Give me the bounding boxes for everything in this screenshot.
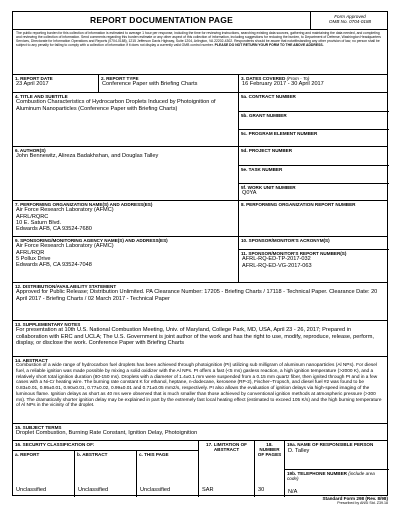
field-3: 3. DATES COVERED (From - To) 16 February 2017 - 30 April 2017 [239,75,389,92]
sponsor-org-line: AFRL/RQR [16,249,45,256]
field-7: 7. PERFORMING ORGANIZATION NAME(S) AND ADDRESS(ES) Air Force Research Laboratory (AFMC) AFRL/RQRC 10 E. Saturn Blvd. Edwards AFB, CA 93524-7680 [13,201,239,236]
row-sponsoring-agency [13,237,387,283]
field-18: 18. NUMBER OF PAGES 30 [255,441,285,497]
form-title: REPORT DOCUMENTATION PAGE [90,15,233,25]
page-count-value: 30 [258,487,265,493]
field-16: 16. SECURITY CLASSIFICATION OF: a. REPORT Unclassified b. ABSTRACT Unclassified c. THIS PAGE Unclassified [13,441,199,497]
field-5b: 5b. GRANT NUMBER [241,113,287,118]
field-1: 1. REPORT DATE 23 April 2017 [13,75,99,92]
field-14: 14. ABSTRACT Combustion of a wide range of hydrocarbon fuel droplets has been achieved through photoignition (PI) utilizing sub milligram of aluminum nanoparticles (Al NPs). For diesel fuel, a reliable ignition was made possible by mixing a solid oxidizer with the Al NPs. PI offers a fast (<5 ms) gasless reaction, a high ignition temperature (>2000 K), and a relatively short total ignition duration (80-150 ms). Droplets with a diameter of 1.4±0.1 mm were suspended from a 0.15 mm quartz fiber, then ignited through PI and in a few cases with a Ni-Cr heating wire. The burning rate constant K for ethanol, heptane, n-dodecane, kerosene (RP-2), Fischer–Tropsch, and diesel fuel #2 was found to be 0.83±0.01, 0.95±0.01, 0.90±0.01, 0.77±0.02, 0.99±0.01 and 0.71±0.05 mm2/s, respectively. PI also allows the evaluation of ignition delays via high-speed imaging of the luminous flame. Ignition delays as short as 40 ms were observed that is much smaller than those achieved by conventional ignition methods at atmospheric pressure (>300 ms). The dramatically shorter ignition delay may be explained in part by the extremely fast local heating effect (estimated to exceed 105 K/s) and the high burning temperature of Al NPs in the vicinity of the droplet. [13,357,387,424]
row-performing-org [13,201,387,237]
row-title [13,93,387,147]
responsible-person-value: D. Talley [288,448,310,455]
field-5f: 5f. WORK UNIT NUMBER Q0YA [239,184,389,201]
field-9: 9. SPONSORING/MONITORING AGENCY NAME(S) AND ADDRESS(ES) Air Force Research Laboratory (AFMC) AFRL/RQR 5 Pollux Drive Edwards AFB, CA 93524-7048 [13,237,239,282]
dates-covered-value: 16 February 2017 - 30 April 2017 [242,81,324,88]
burden-return-notice: PLEASE DO NOT RETURN YOUR FORM TO THE ABOVE ADDRESS. [214,43,324,47]
burden-text: The public reporting burden for this collection of information is estimated to average 1 hour per response, including the time for reviewing instructions, searching existing data sources, gathering and maintaining the data needed, and completing and reviewing the collection of information. Send comments regarding this burden estimate or any other aspect of this collection of information, including suggestions for reducing the burden, to Department of Defense, Washington Headquarters Services, Directorate for Information Operations and Reports (0704-0188), 1215 Jefferson Davis Highway, Suite 1204, Arlington, VA 22202-4302. Respondents should be aware that notwithstanding any other provision of law, no person shall be subject to any penalty for failing to comply with a collection of information if it does not display a currently valid OMB control number. [16,31,381,47]
supplementary-notes-value: For presentation at 10th U.S. National Combustion Meeting, Univ. of Maryland, College Park, MD, USA, April 23 - 26, 2017; Prepared in collaboration with ERC and UCLA; The U.S. Government is joint author of the work and has the right to use, modify, reproduce, release, perform, display, or disclose the work. Conference Paper with Briefing Charts [16,327,374,347]
title-value: Combustion Characteristics of Hydrocarbon Droplets Induced by Photoignition of Aluminum Nanoparticles (Conference Paper with Briefing Charts) [16,99,216,112]
abstract-classification: Unclassified [78,487,109,493]
row-report-date [13,75,387,93]
field-12: 12. DISTRIBUTION/AVAILABILITY STATEMENT Approved for Public Release; Distribution Unlimited. PA Clearance Number: 17205 - Briefing Charts / 17118 - Technical Paper. Clearance Date: 20 April 2017 - Briefing Charts / 02 March 2017 - Technical Paper [13,283,387,321]
report-classification: Unclassified [16,487,47,493]
abstract-value: Combustion of a wide range of hydrocarbon fuel droplets has been achieved through photoignition (PI) utilizing sub milligram of aluminum nanoparticles (Al NPs). For diesel fuel, a reliable ignition was made possible by mixing a solid oxidizer with the Al NPs. PI offers a fast (<5 ms) gasless reaction, a high ignition temperature (>2000 K), and a relatively short total ignition duration (80-150 ms). Droplets with a diameter of 1.4±0.1 mm were suspended from a 0.15 mm quartz fiber, then ignited through PI and in a few cases with a Ni-Cr heating wire. The burning rate constant K for ethanol, heptane, n-dodecane, kerosene (RP-2), Fischer–Tropsch, and diesel fuel #2 was found to be 0.83±0.01, 0.95±0.01, 0.90±0.01, 0.77±0.02, 0.99±0.01 and 0.71±0.05 mm2/s, respectively. PI also allows the evaluation of ignition delays via high-speed imaging of the luminous flame. Ignition delays as short as 40 ms were observed that is much smaller than those achieved by conventional ignition methods at atmospheric pressure (>300 ms). The dramatically shorter ignition delay may be explained in part by the extremely fast local heating effect (estimated to exceed 105 K/s) and the high burning temperature of Al NPs in the vicinity of the droplet. [16,363,382,409]
field-8: 8. PERFORMING ORGANIZATION REPORT NUMBER [241,202,356,207]
field-2: 2. REPORT TYPE Conference Paper with Briefing Charts [99,75,239,92]
field-4: 4. TITLE AND SUBTITLE Combustion Characteristics of Hydrocarbon Droplets Induced by Photoignition of Aluminum Nanoparticles (Conference Paper with Briefing Charts) [13,93,239,146]
authors-value: John Bennewitz, Alireza Badakhshan, and Douglas Talley [16,153,159,160]
form-footer [322,496,388,505]
field-11: 11. SPONSOR/MONITOR'S REPORT NUMBER(S) AFRL-RQ-ED-TP-2017-032 AFRL-RQ-ED-VG-2017-063 [239,250,389,269]
field-15: 15. SUBJECT TERMS Droplet Combustion, Burning Rate Constant, Ignition Delay, Photoignition [13,424,387,441]
report-type-value: Conference Paper with Briefing Charts [102,81,198,88]
field-19b: 19b. TELEPHONE NUMBER (include area code) N/A [285,470,389,496]
field-17: 17. LIMITATION OF ABSTRACT SAR [199,441,255,497]
field-5e: 5e. TASK NUMBER [241,167,283,172]
form-approved-label: Form Approved [334,14,366,19]
report-date-value: 23 April 2017 [16,81,49,88]
limitation-value: SAR [202,487,214,493]
row-authors [13,147,387,201]
field-5c: 5c. PROGRAM ELEMENT NUMBER [241,131,318,136]
distribution-value: Approved for Public Release; Distribution Unlimited. PA Clearance Number: 17205 - Briefing Charts / 17118 - Technical Paper. Clearance Date: 20 April 2017 - Briefing Charts / 02 March 2017 - Technical Paper [16,289,378,302]
subject-terms-value: Droplet Combustion, Burning Rate Constant, Ignition Delay, Photoignition [16,430,198,437]
burden-statement [13,30,387,75]
row-classification [13,441,387,497]
page-classification: Unclassified [140,487,171,493]
field-10: 10. SPONSOR/MONITOR'S ACRONYM(S) [241,238,330,243]
standard-form-number: Standard Form 298 (Rev. 8/98) [322,496,388,501]
field-19a: 19a. NAME OF RESPONSIBLE PERSON D. Talley [285,441,389,469]
sponsor-org-line: Air Force Research Laboratory (AFMC) [16,243,114,250]
field-5d: 5d. PROJECT NUMBER [241,148,293,153]
performing-org-line: AFRL/RQRC [16,213,49,220]
performing-org-line: 10 E. Saturn Blvd. [16,219,62,226]
report-documentation-form [12,11,388,496]
omb-number: OMB No. 0704-0188 [328,19,372,25]
telephone-value: N/A [288,489,298,496]
field-13: 13. SUPPLEMENTARY NOTES For presentation at 10th U.S. National Combustion Meeting, Univ. of Maryland, College Park, MD, USA, April 23 - 26, 2017; Prepared in collaboration with ERC and UCLA; The U.S. Government is joint author of the work and has the right to use, modify, reproduce, release, perform, display, or disclose the work. Conference Paper with Briefing Charts [13,321,387,357]
work-unit-value: Q0YA [242,190,257,197]
form-header [13,12,387,30]
field-6: 6. AUTHOR(S) John Bennewitz, Alireza Badakhshan, and Douglas Talley [13,147,239,200]
field-5a: 5a. CONTRACT NUMBER [241,94,296,99]
sponsor-org-line: 5 Pollux Drive [16,255,51,262]
prescribed-by: Prescribed by ANSI Std. Z39.18 [337,501,388,505]
sponsor-org-line: Edwards AFB, CA 93524-7048 [16,262,92,269]
sponsor-report-number: AFRL-RQ-ED-TP-2017-032 [242,256,311,263]
performing-org-line: Edwards AFB, CA 93524-7680 [16,226,92,233]
performing-org-line: Air Force Research Laboratory (AFMC) [16,207,114,214]
sponsor-report-number: AFRL-RQ-ED-VG-2017-063 [242,262,312,269]
